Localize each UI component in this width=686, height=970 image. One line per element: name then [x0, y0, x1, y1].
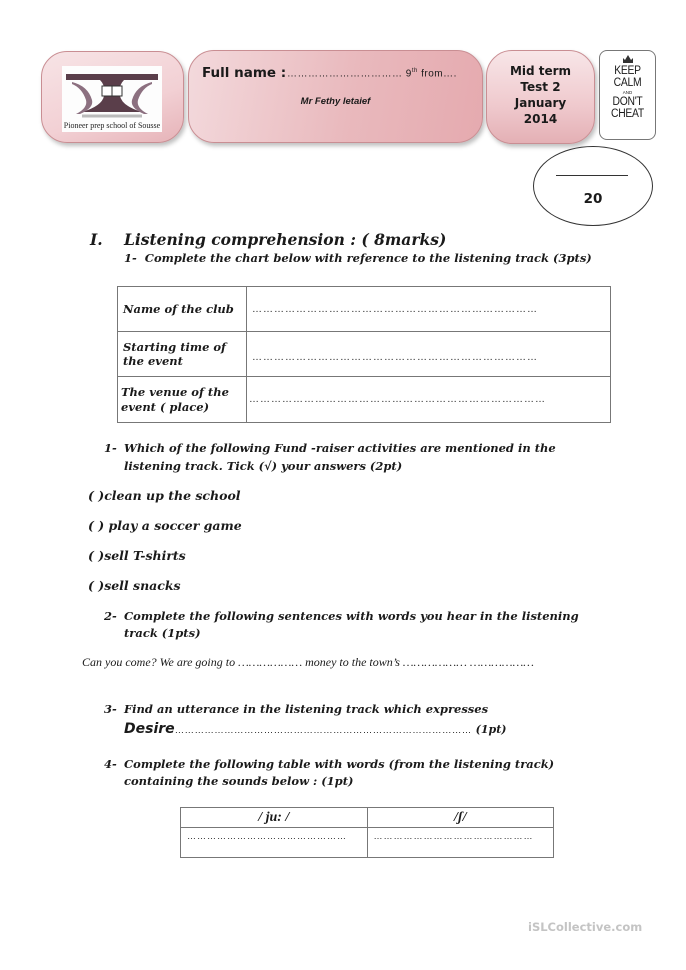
question-1-header: [124, 251, 592, 265]
section-numeral: I.: [90, 230, 103, 249]
section-title: Listening comprehension : ( 8marks): [124, 230, 447, 249]
fill-in-sentence[interactable]: Can you come? We are going to ……………… money to the town’s ……………… ………………: [82, 655, 534, 669]
school-name: Pioneer prep school of Sousse: [63, 121, 161, 130]
question-3-number: 2-: [104, 609, 117, 623]
grade-superscript: th: [411, 68, 418, 74]
question-5-number: 4-: [104, 757, 117, 771]
question-2-line1: Which of the following Fund -raiser activities are mentioned in the: [124, 441, 556, 455]
school-logo: [62, 66, 162, 132]
option-label: sell T-shirts: [104, 548, 186, 563]
table-row: [118, 332, 611, 377]
row-label: Starting time of the event: [118, 332, 247, 377]
test-number: Test 2: [520, 80, 561, 94]
question-4-line1: Find an utterance in the listening track which expresses: [124, 702, 489, 716]
calm-text: CALM: [613, 77, 642, 89]
full-name-dots: …………………………… 9: [287, 68, 412, 80]
dont-text: DON'T: [612, 96, 643, 108]
test-month: January: [514, 96, 567, 110]
score-oval: [533, 146, 653, 226]
and-text: AND: [622, 90, 633, 95]
answer-dots: …………………………………………: [187, 831, 347, 841]
answer-field[interactable]: [247, 287, 611, 332]
table-row: [181, 828, 554, 858]
sh-answer-field[interactable]: [367, 828, 554, 858]
sound-sh-header: /ʃ/: [367, 808, 554, 828]
option-label: clean up the school: [104, 488, 241, 503]
sounds-table: [180, 807, 554, 858]
row-label: The venue of the event ( place): [118, 377, 247, 423]
answer-dots: ……………………………………………………………………: [252, 303, 538, 315]
ju-answer-field[interactable]: [181, 828, 368, 858]
tick-box[interactable]: ( ): [88, 488, 105, 503]
table-row: [118, 287, 611, 332]
answer-field[interactable]: [247, 377, 611, 423]
keep-calm-badge: [599, 50, 656, 140]
desire-keyword: Desire: [124, 721, 175, 737]
points-label: (1pt): [475, 723, 507, 736]
option-soccer[interactable]: [88, 518, 242, 533]
desire-answer-line[interactable]: [124, 720, 507, 738]
answer-dots: ……………………………………………………………………: [252, 352, 538, 363]
teacher-name: Mr Fethy letaief: [300, 96, 371, 107]
test-info-box: [486, 50, 595, 144]
watermark: iSLCollective.com: [528, 920, 643, 934]
test-year: 2014: [523, 112, 558, 126]
option-tshirts[interactable]: [88, 548, 186, 563]
option-label: play a soccer game: [104, 518, 242, 533]
cheat-text: CHEAT: [611, 108, 644, 120]
school-emblem-icon: [62, 66, 162, 122]
table-header-row: [181, 808, 554, 828]
sound-ju-header: / ju: /: [181, 808, 368, 828]
question-number: 1-: [124, 251, 137, 265]
question-3-line2: track (1pts): [124, 626, 201, 640]
club-info-table: [117, 286, 611, 423]
question-5-line2: containing the sounds below : (1pt): [124, 774, 354, 788]
score-denominator: 20: [583, 191, 603, 207]
question-5-line1: Complete the following table with words (from the listening track): [124, 757, 555, 771]
tick-box[interactable]: ( ): [88, 548, 105, 563]
answer-dots: ………………………………………………………………………: [249, 394, 546, 405]
answer-dots: …………………………………………: [373, 831, 534, 841]
full-name-label: Full name :: [202, 65, 287, 81]
tick-box[interactable]: ( ): [88, 518, 105, 533]
score-input-line[interactable]: [556, 175, 628, 176]
question-4-number: 3-: [104, 702, 117, 716]
crown-icon: [622, 54, 634, 64]
keep-text: KEEP: [614, 65, 641, 77]
option-clean-up[interactable]: [88, 488, 241, 503]
question-text: Complete the chart below with reference to the listening track (3pts): [144, 251, 592, 265]
row-label: Name of the club: [118, 287, 247, 332]
tick-box[interactable]: ( ): [88, 578, 105, 593]
option-snacks[interactable]: [88, 578, 181, 593]
student-info-box: [188, 50, 483, 143]
option-label: sell snacks: [104, 578, 181, 593]
answer-field[interactable]: [247, 332, 611, 377]
full-name-field[interactable]: [287, 68, 457, 79]
question-2-line2: listening track. Tick (√) your answers (2pt): [124, 459, 403, 473]
answer-dots: ………………………………………………………………………………: [174, 725, 472, 736]
question-3-line1: Complete the following sentences with words you hear in the listening: [124, 609, 579, 623]
test-type: Mid term: [509, 64, 572, 78]
class-field: from….: [417, 68, 457, 80]
school-logo-box: [41, 51, 184, 143]
question-2-number: 1-: [104, 441, 117, 455]
table-row: [118, 377, 611, 423]
